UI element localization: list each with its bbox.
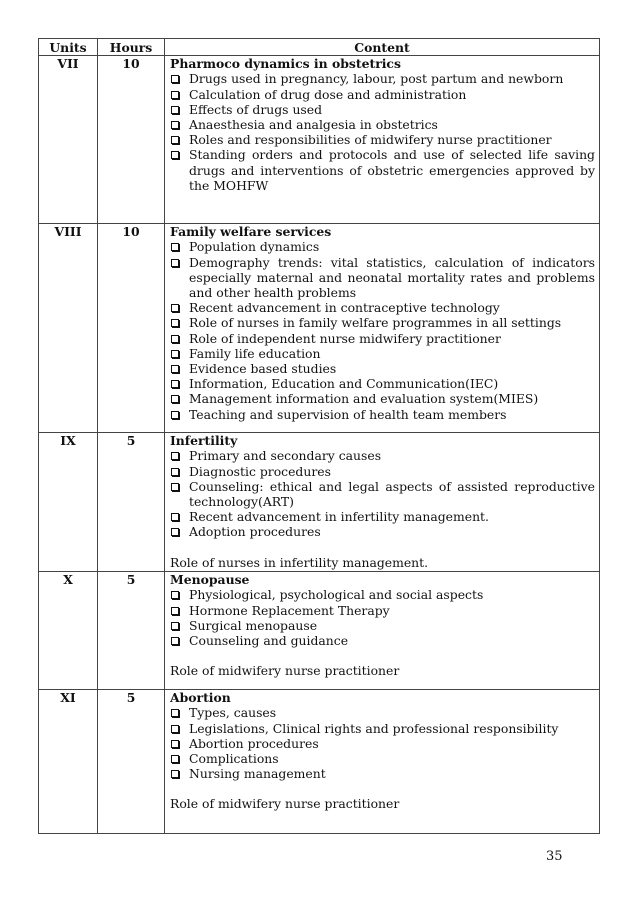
checkbox-bullet-icon xyxy=(171,468,179,476)
list-item xyxy=(170,147,595,193)
topic-title: Menopause xyxy=(170,572,250,588)
list-item xyxy=(170,587,595,602)
list-item xyxy=(170,407,595,422)
hours-cell: 5 xyxy=(98,690,165,834)
list-item-text: Effects of drugs used xyxy=(189,101,323,117)
list-item xyxy=(170,524,595,539)
content-cell xyxy=(165,224,600,433)
list-item-text: Nursing management xyxy=(189,766,326,782)
list-item xyxy=(170,376,595,391)
list-item-text: Physiological, psychological and social aspects xyxy=(189,587,484,603)
list-item-text: Complications xyxy=(189,751,279,767)
topic-title: Abortion xyxy=(170,690,231,706)
list-item xyxy=(170,736,595,751)
unit-cell: X xyxy=(39,572,98,690)
list-item xyxy=(170,300,595,315)
list-item xyxy=(170,239,595,254)
list-item-text: Diagnostic procedures xyxy=(189,463,331,479)
checkbox-bullet-icon xyxy=(171,770,179,778)
list-item-text: Drugs used in pregnancy, labour, post partum and newborn xyxy=(189,71,564,87)
hours-cell: 5 xyxy=(98,572,165,690)
list-item-text: Evidence based studies xyxy=(189,361,337,377)
topic-list xyxy=(170,448,595,539)
syllabus-table xyxy=(38,38,600,834)
list-item xyxy=(170,448,595,463)
checkbox-bullet-icon xyxy=(171,513,179,521)
list-item xyxy=(170,766,595,781)
topic-title: Infertility xyxy=(170,433,238,449)
list-item xyxy=(170,633,595,648)
list-item-text: Counseling and guidance xyxy=(189,633,349,649)
content-cell xyxy=(165,572,600,690)
list-item xyxy=(170,117,595,132)
list-item-text: Surgical menopause xyxy=(189,617,318,633)
checkbox-bullet-icon xyxy=(171,106,179,114)
checkbox-bullet-icon xyxy=(171,91,179,99)
list-item xyxy=(170,361,595,376)
table-header-row xyxy=(39,39,600,56)
list-item xyxy=(170,464,595,479)
list-item-text: Demography trends: vital statistics, calculation of indicators especially maternal and neonatal mortality rates and problems and other health problems xyxy=(189,254,595,301)
checkbox-bullet-icon xyxy=(171,709,179,717)
list-item-text: Family life education xyxy=(189,345,321,361)
content-cell xyxy=(165,690,600,834)
list-item-text: Calculation of drug dose and administration xyxy=(189,86,467,102)
hours-cell: 10 xyxy=(98,56,165,224)
checkbox-bullet-icon xyxy=(171,591,179,599)
checkbox-bullet-icon xyxy=(171,319,179,327)
hours-cell: 5 xyxy=(98,433,165,572)
list-item xyxy=(170,751,595,766)
list-item-text: Population dynamics xyxy=(189,239,320,255)
list-item-text: Primary and secondary causes xyxy=(189,448,382,464)
table-row xyxy=(39,56,600,224)
table-body xyxy=(39,56,600,834)
checkbox-bullet-icon xyxy=(171,740,179,748)
list-item-text: Legislations, Clinical rights and professional responsibility xyxy=(189,720,559,736)
unit-cell: VIII xyxy=(39,224,98,433)
list-item xyxy=(170,346,595,361)
checkbox-bullet-icon xyxy=(171,622,179,630)
checkbox-bullet-icon xyxy=(171,483,179,491)
table-row xyxy=(39,572,600,690)
checkbox-bullet-icon xyxy=(171,350,179,358)
list-item-text: Types, causes xyxy=(189,705,277,721)
checkbox-bullet-icon xyxy=(171,395,179,403)
list-item xyxy=(170,255,595,301)
role-note: Role of midwifery nurse practitioner xyxy=(170,663,400,679)
checkbox-bullet-icon xyxy=(171,151,179,159)
list-item-text: Role of independent nurse midwifery practitioner xyxy=(189,330,501,346)
checkbox-bullet-icon xyxy=(171,380,179,388)
list-item xyxy=(170,479,595,509)
topic-list xyxy=(170,705,595,781)
list-item-text: Management information and evaluation system(MIES) xyxy=(189,391,539,407)
list-item xyxy=(170,509,595,524)
list-item-text: Recent advancement in contraceptive technology xyxy=(189,300,500,316)
list-item xyxy=(170,331,595,346)
checkbox-bullet-icon xyxy=(171,75,179,83)
hours-cell: 10 xyxy=(98,224,165,433)
list-item xyxy=(170,721,595,736)
header-units: Units xyxy=(39,39,98,56)
list-item xyxy=(170,618,595,633)
checkbox-bullet-icon xyxy=(171,452,179,460)
list-item-text: Hormone Replacement Therapy xyxy=(189,602,390,618)
topic-list xyxy=(170,71,595,193)
list-item xyxy=(170,102,595,117)
unit-cell: VII xyxy=(39,56,98,224)
checkbox-bullet-icon xyxy=(171,259,179,267)
checkbox-bullet-icon xyxy=(171,607,179,615)
list-item-text: Anaesthesia and analgesia in obstetrics xyxy=(189,117,438,133)
list-item-text: Recent advancement in infertility management. xyxy=(189,509,489,525)
role-note: Role of midwifery nurse practitioner xyxy=(170,796,400,812)
unit-cell: IX xyxy=(39,433,98,572)
checkbox-bullet-icon xyxy=(171,121,179,129)
checkbox-bullet-icon xyxy=(171,243,179,251)
table-row xyxy=(39,690,600,834)
list-item xyxy=(170,71,595,86)
table-row xyxy=(39,224,600,433)
list-item xyxy=(170,603,595,618)
list-item-text: Role of nurses in family welfare programmes in all settings xyxy=(189,315,562,331)
list-item xyxy=(170,705,595,720)
checkbox-bullet-icon xyxy=(171,411,179,419)
topic-title: Family welfare services xyxy=(170,224,332,240)
list-item-text: Teaching and supervision of health team members xyxy=(189,406,507,422)
table-row xyxy=(39,433,600,572)
unit-cell: XI xyxy=(39,690,98,834)
checkbox-bullet-icon xyxy=(171,725,179,733)
list-item xyxy=(170,391,595,406)
list-item-text: Counseling: ethical and legal aspects of assisted reproductive technology(ART) xyxy=(189,478,595,510)
header-content: Content xyxy=(165,39,600,56)
checkbox-bullet-icon xyxy=(171,335,179,343)
checkbox-bullet-icon xyxy=(171,528,179,536)
list-item-text: Roles and responsibilities of midwifery nurse practitioner xyxy=(189,132,552,148)
list-item xyxy=(170,132,595,147)
checkbox-bullet-icon xyxy=(171,304,179,312)
topic-list xyxy=(170,239,595,421)
content-cell xyxy=(165,56,600,224)
topic-list xyxy=(170,587,595,648)
checkbox-bullet-icon xyxy=(171,755,179,763)
list-item-text: Information, Education and Communication(IEC) xyxy=(189,376,499,392)
list-item-text: Adoption procedures xyxy=(189,524,321,540)
list-item xyxy=(170,87,595,102)
list-item xyxy=(170,315,595,330)
checkbox-bullet-icon xyxy=(171,637,179,645)
header-hours: Hours xyxy=(98,39,165,56)
checkbox-bullet-icon xyxy=(171,136,179,144)
list-item-text: Abortion procedures xyxy=(189,735,319,751)
topic-title: Pharmoco dynamics in obstetrics xyxy=(170,56,401,72)
list-item-text: Standing orders and protocols and use of selected life saving drugs and interventions of obstetric emergencies approved by the MOHFW xyxy=(189,147,595,193)
role-note: Role of nurses in infertility management. xyxy=(170,554,429,570)
page-number: 35 xyxy=(546,849,563,864)
content-cell xyxy=(165,433,600,572)
checkbox-bullet-icon xyxy=(171,365,179,373)
